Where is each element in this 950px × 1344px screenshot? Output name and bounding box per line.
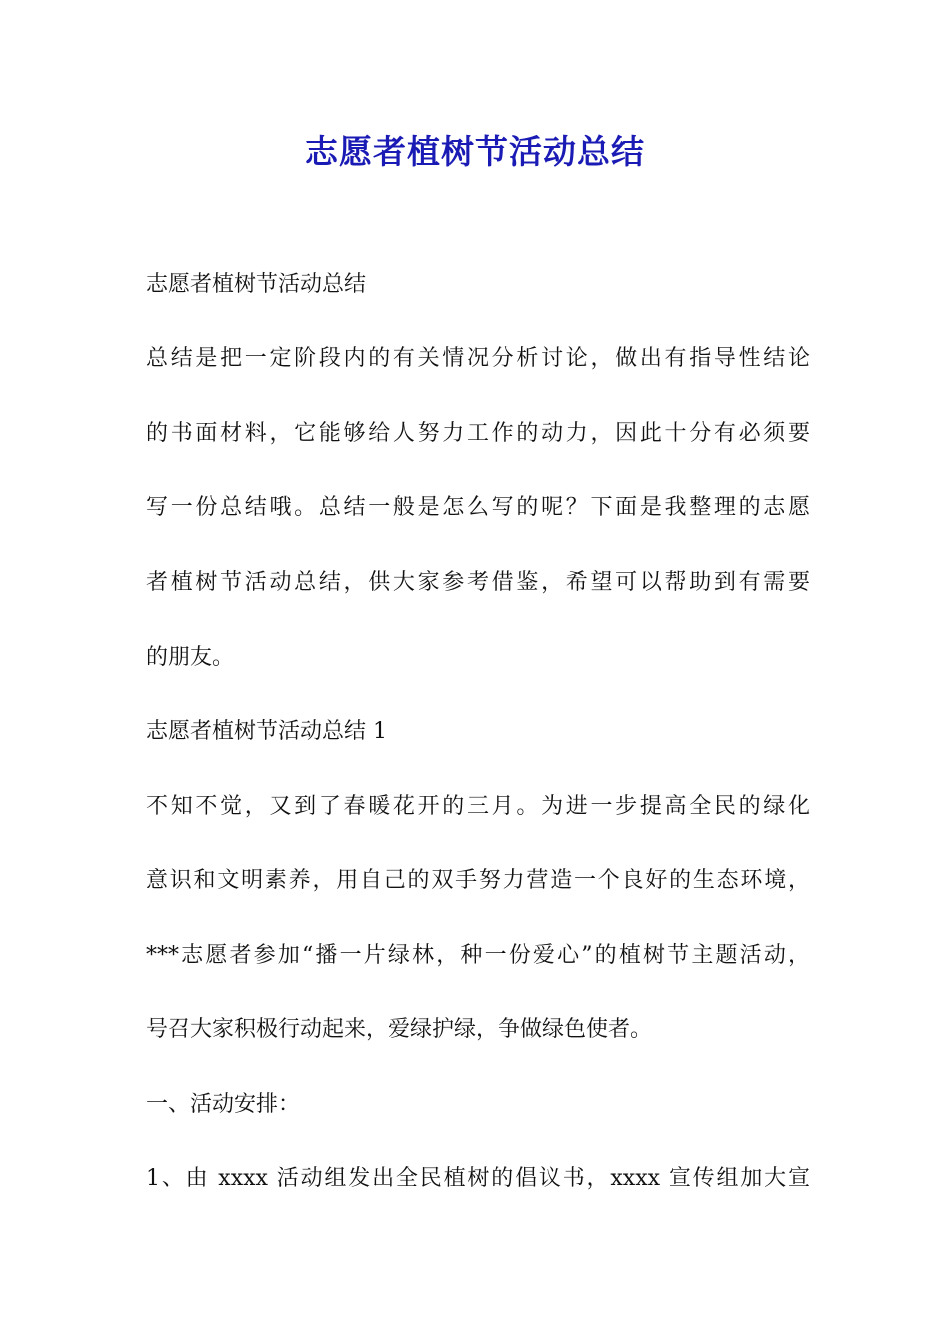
paragraph-line: 不知不觉，又到了春暖花开的三月。为进一步提高全民的绿化 (146, 794, 810, 819)
paragraph-line: 者植树节活动总结，供大家参考借鉴，希望可以帮助到有需要 (146, 570, 810, 595)
paragraph-line: 的朋友。 (146, 645, 235, 670)
document-title: 志愿者植树节活动总结 (305, 132, 645, 171)
paragraph-line: 总结是把一定阶段内的有关情况分析讨论，做出有指导性结论 (146, 346, 810, 371)
section-heading: 一、活动安排： (146, 1092, 301, 1117)
section-heading: 志愿者植树节活动总结 1 (146, 719, 387, 744)
paragraph-line: 的书面材料，它能够给人努力工作的动力，因此十分有必须要 (146, 421, 810, 446)
paragraph-line: 号召大家积极行动起来，爱绿护绿，争做绿色使者。 (146, 1017, 653, 1042)
paragraph-line: 写一份总结哦。总结一般是怎么写的呢？下面是我整理的志愿 (146, 495, 810, 520)
paragraph-line: ***志愿者参加“播一片绿林，种一份爱心”的植树节主题活动， (146, 943, 810, 968)
paragraph-line: 1、由 xxxx 活动组发出全民植树的倡议书，xxxx 宣传组加大宣 (146, 1166, 810, 1191)
section-heading: 志愿者植树节活动总结 (146, 272, 367, 297)
paragraph-line: 意识和文明素养，用自己的双手努力营造一个良好的生态环境， (146, 868, 810, 893)
